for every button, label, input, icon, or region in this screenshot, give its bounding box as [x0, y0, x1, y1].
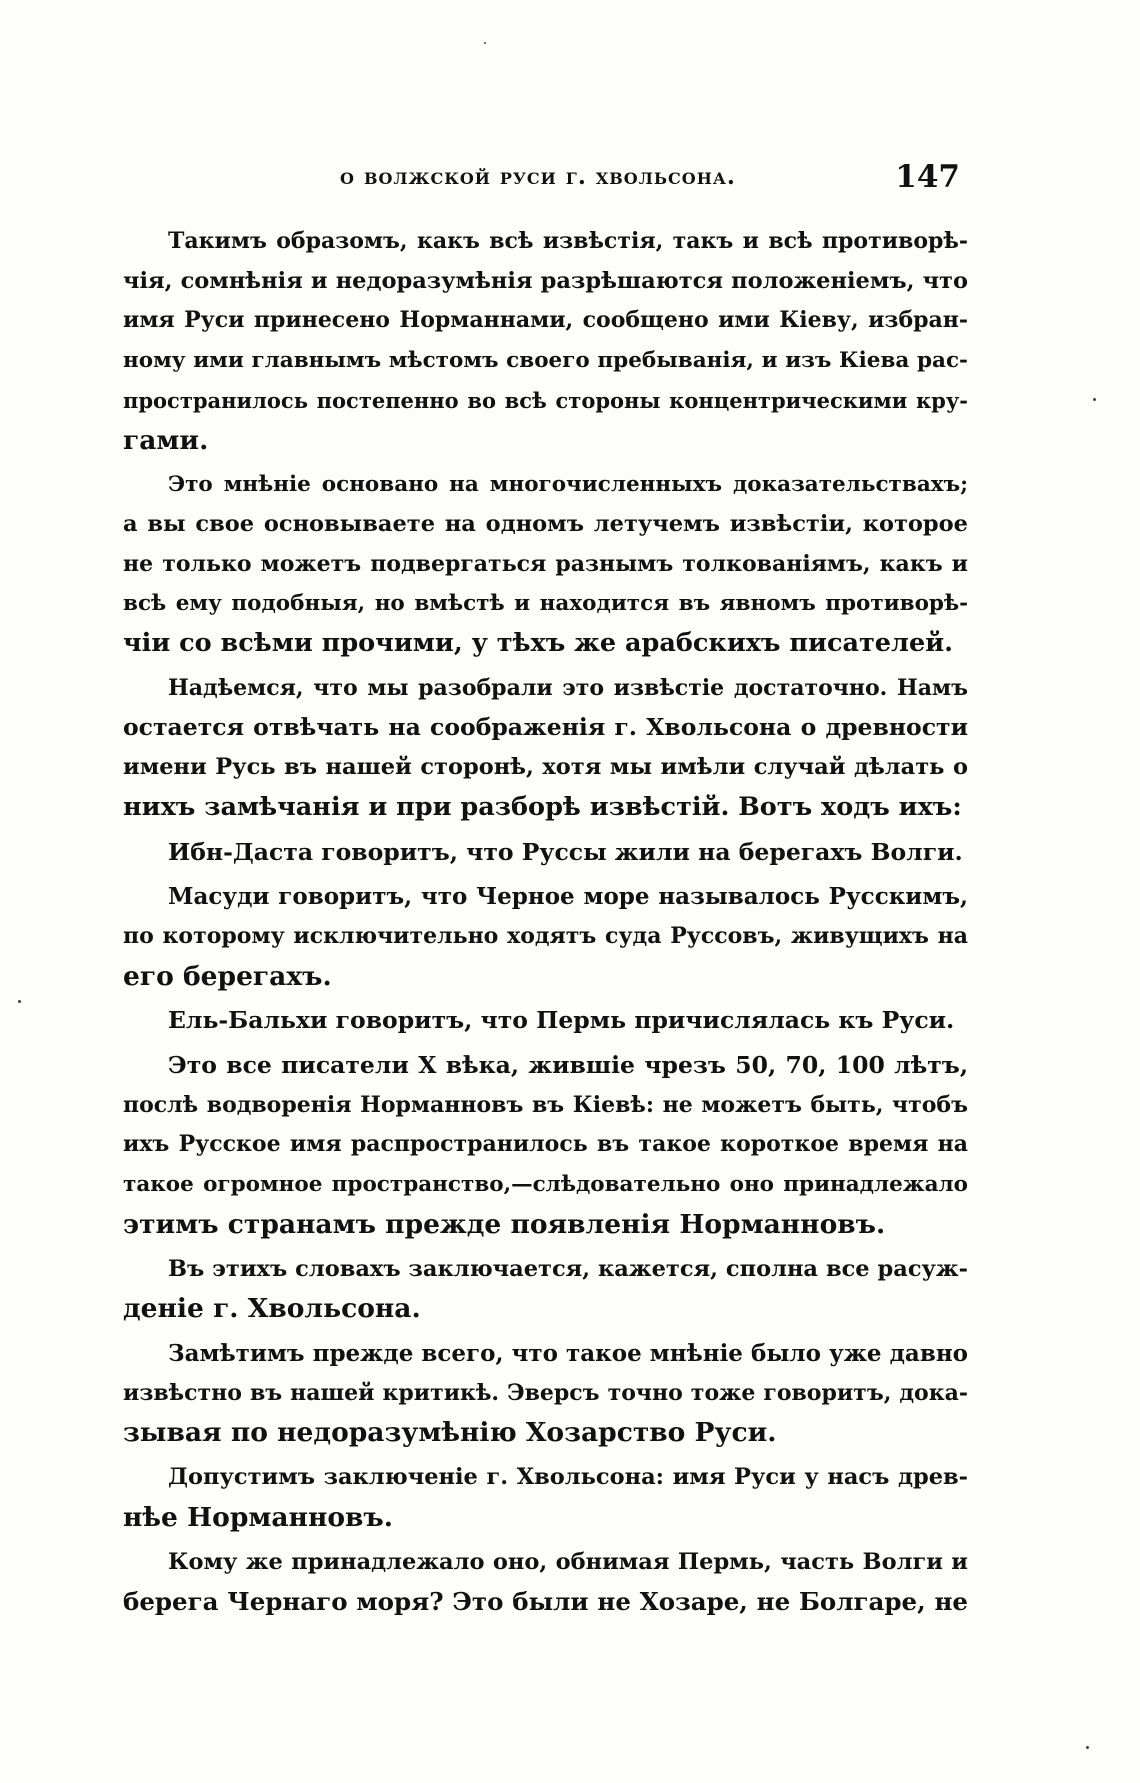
text-line: зывая по недоразумѣнію Хозарство Руси. [123, 1417, 777, 1449]
paragraph-8 [123, 1250, 968, 1329]
text-line: Масуди говоритъ, что Черное море называлось Русскимъ, [168, 883, 968, 911]
text-line: этимъ странамъ прежде появленія Норманновъ. [123, 1208, 886, 1240]
paragraph-4 [123, 833, 968, 873]
text-line: Это мнѣніе основано на многочисленныхъ доказательствахъ; [168, 472, 968, 498]
paragraph-7 [123, 1046, 968, 1245]
paper-speck [1093, 398, 1096, 401]
paragraph-6 [123, 1001, 968, 1041]
running-head [340, 159, 960, 203]
text-line: по которому исключительно ходятъ суда Руссовъ, живущихъ на [123, 922, 968, 949]
text-line: извѣстно въ нашей критикѣ. Эверсъ точно тоже говоритъ, дока- [123, 1379, 968, 1406]
paper-speck [484, 42, 486, 44]
text-line: ному ими главнымъ мѣстомъ своего пребыванія, и изъ Кіева рас- [123, 348, 968, 374]
paragraph-10 [123, 1458, 968, 1537]
text-line: Ель-Бальхи говоритъ, что Пермь причислялась къ Руси. [168, 1006, 955, 1035]
text-line: Такимъ образомъ, какъ всѣ извѣстія, такъ и всѣ противорѣ- [168, 228, 968, 254]
page-number: 147 [895, 159, 960, 195]
text-line: гами. [123, 424, 209, 456]
text-line: Это все писатели X вѣка, жившіе чрезъ 50, 70, 100 лѣтъ, [168, 1051, 968, 1080]
text-line: пространилось постепенно во всѣ стороны концентрическими кру- [123, 387, 968, 413]
paragraph-5 [123, 877, 968, 996]
text-line: всѣ ему подобныя, но вмѣстѣ и находится въ явномъ противорѣ- [123, 591, 968, 617]
text-line: послѣ водворенія Норманновъ въ Кіевѣ: не можетъ быть, чтобъ [123, 1091, 968, 1118]
text-line: берега Чернаго моря? Это были не Хозаре, не Болгаре, не [123, 1587, 968, 1617]
text-line: нихъ замѣчанія и при разборѣ извѣстій. Вотъ ходъ ихъ: [123, 791, 962, 822]
paper-speck [1086, 1746, 1089, 1749]
text-line: чія, сомнѣнія и недоразумѣнія разрѣшаются положеніемъ, что [123, 267, 968, 294]
text-line: а вы свое основываете на одномъ летучемъ извѣстіи, которое [123, 510, 968, 537]
paragraph-3 [123, 669, 968, 828]
text-line: нѣе Норманновъ. [123, 1501, 393, 1533]
paragraph-1 [123, 222, 968, 460]
paragraph-9 [123, 1334, 968, 1453]
text-line: его берегахъ. [123, 960, 332, 992]
text-line: чіи со всѣми прочими, у тѣхъ же арабскихъ писателей. [123, 628, 954, 659]
text-line: Допустимъ заключеніе г. Хвольсона: имя Руси у насъ древ- [168, 1464, 968, 1491]
text-line: имя Руси принесено Норманнами, сообщено ими Кіеву, избран- [123, 307, 968, 334]
text-line: такое огромное пространство,—слѣдовательно оно принадлежало [123, 1172, 968, 1198]
text-line: Въ этихъ словахъ заключается, кажется, сполна все расуж- [168, 1255, 968, 1282]
text-line: Надѣемся, что мы разобрали это извѣстіе достаточно. Намъ [168, 674, 968, 701]
running-title: о волжской руси г. хвольсона. [340, 163, 736, 190]
text-line: остается отвѣчать на соображенія г. Хвольсона о древности [123, 713, 968, 742]
text-line: не только можетъ подвергаться разнымъ толкованіямъ, какъ и [123, 550, 968, 577]
body-text [123, 222, 968, 1622]
text-line: деніе г. Хвольсона. [123, 1293, 421, 1325]
text-line: Кому же принадлежало оно, обнимая Пермь, часть Волги и [168, 1548, 968, 1575]
text-line: имени Русь въ нашей сторонѣ, хотя мы имѣли случай дѣлать о [123, 754, 968, 781]
text-line: Ибн-Даста говоритъ, что Руссы жили на берегахъ Волги. [168, 837, 963, 866]
text-line: Замѣтимъ прежде всего, что такое мнѣніе было уже давно [168, 1339, 968, 1367]
text-line: ихъ Русское имя распространилось въ такое короткое время на [123, 1131, 968, 1158]
paragraph-2 [123, 465, 968, 664]
paper-speck [18, 1000, 21, 1003]
paragraph-11 [123, 1543, 968, 1622]
